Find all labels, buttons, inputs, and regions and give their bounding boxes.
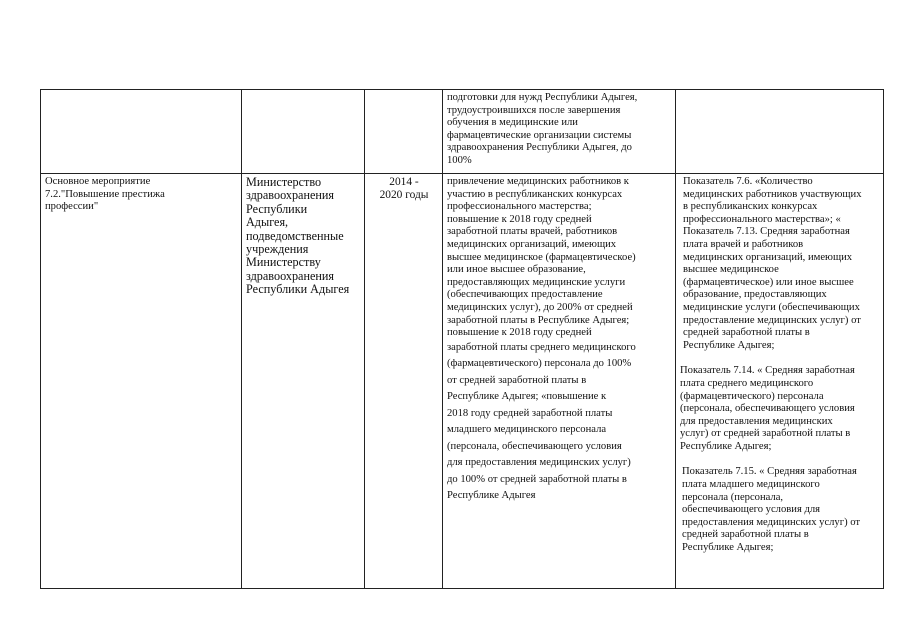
responsible-cell: [242, 90, 365, 174]
indicators-cell: [676, 174, 884, 589]
program-measures-table: [40, 89, 884, 589]
period-cell: [365, 90, 443, 174]
results-cell: [443, 174, 676, 589]
measure-title: Основное мероприятие 7.2."Повышение престижа профессии": [45, 176, 165, 213]
period-text: 2014 - 2020 годы: [379, 176, 429, 201]
indicator-7-14: Показатель 7.14. « Средняя заработная плата среднего медицинского (фармацевтического) персонала (персонала, обеспечивающего условия для предоставления медицинских услуг) от средней заработной платы в Республике Адыгея;: [680, 365, 855, 452]
responsible-cell: [242, 174, 365, 589]
period-cell: [365, 174, 443, 589]
measure-cell: [41, 90, 242, 174]
results-text-part1: привлечение медицинских работников к участию в республиканских конкурсах профессионального мастерства; повышение к 2018 году средней заработной платы врачей, работников медицинских организаций, имеющих высшее медицинское (фармацевтическое) или иное высшее образование, предоставляющих медицинские услуги (обеспечивающих предоставление медицинских услуг), до 200% от средней заработной платы в Республике Адыгея; повышение к 2018 году средней: [447, 176, 636, 339]
indicators-cell: [676, 90, 884, 174]
results-cell: [443, 90, 676, 174]
indicator-7-6-7-13: Показатель 7.6. «Количество медицинских работников участвующих в республиканских конкурсах профессионального мастерства»; « Показатель 7.13. Средняя заработная плата врачей и работников медицинских организаций, имеющих высшее медицинское (фармацевтическое) или иное высшее образование, предоставляющих медицинские услуги (обеспечивающих предоставление медицинских услуг) от средней заработной платы в Республике Адыгея;: [683, 176, 862, 351]
table-row: [41, 90, 884, 174]
results-text: подготовки для нужд Республики Адыгея, трудоустроившихся после завершения обучения в медицинские или фармацевтические организации системы здравоохранения Республики Адыгея, до 100%: [447, 92, 638, 166]
indicator-7-15: Показатель 7.15. « Средняя заработная плата младшего медицинского персонала (персонала, обеспечивающего условия для предоставления медицинских услуг) от средней заработной платы в Республике Адыгея;: [682, 466, 861, 554]
table-row: [41, 174, 884, 589]
measure-cell: [41, 174, 242, 589]
results-text-part2: заработной платы среднего медицинского (фармацевтического) персонала до 100% от средней заработной платы в Республике Адыгея; «повышение к 2018 году средней заработной платы младшего медицинского персонала (персонала, обеспечивающего условия для предоставления медицинских услуг) до 100% от средней заработной платы в Республике Адыгея: [447, 341, 636, 502]
responsible-text: Министерство здравоохранения Республики Адыгея, подведомственные учреждения Министерству здравоохранения Республики Адыгея: [246, 175, 350, 297]
